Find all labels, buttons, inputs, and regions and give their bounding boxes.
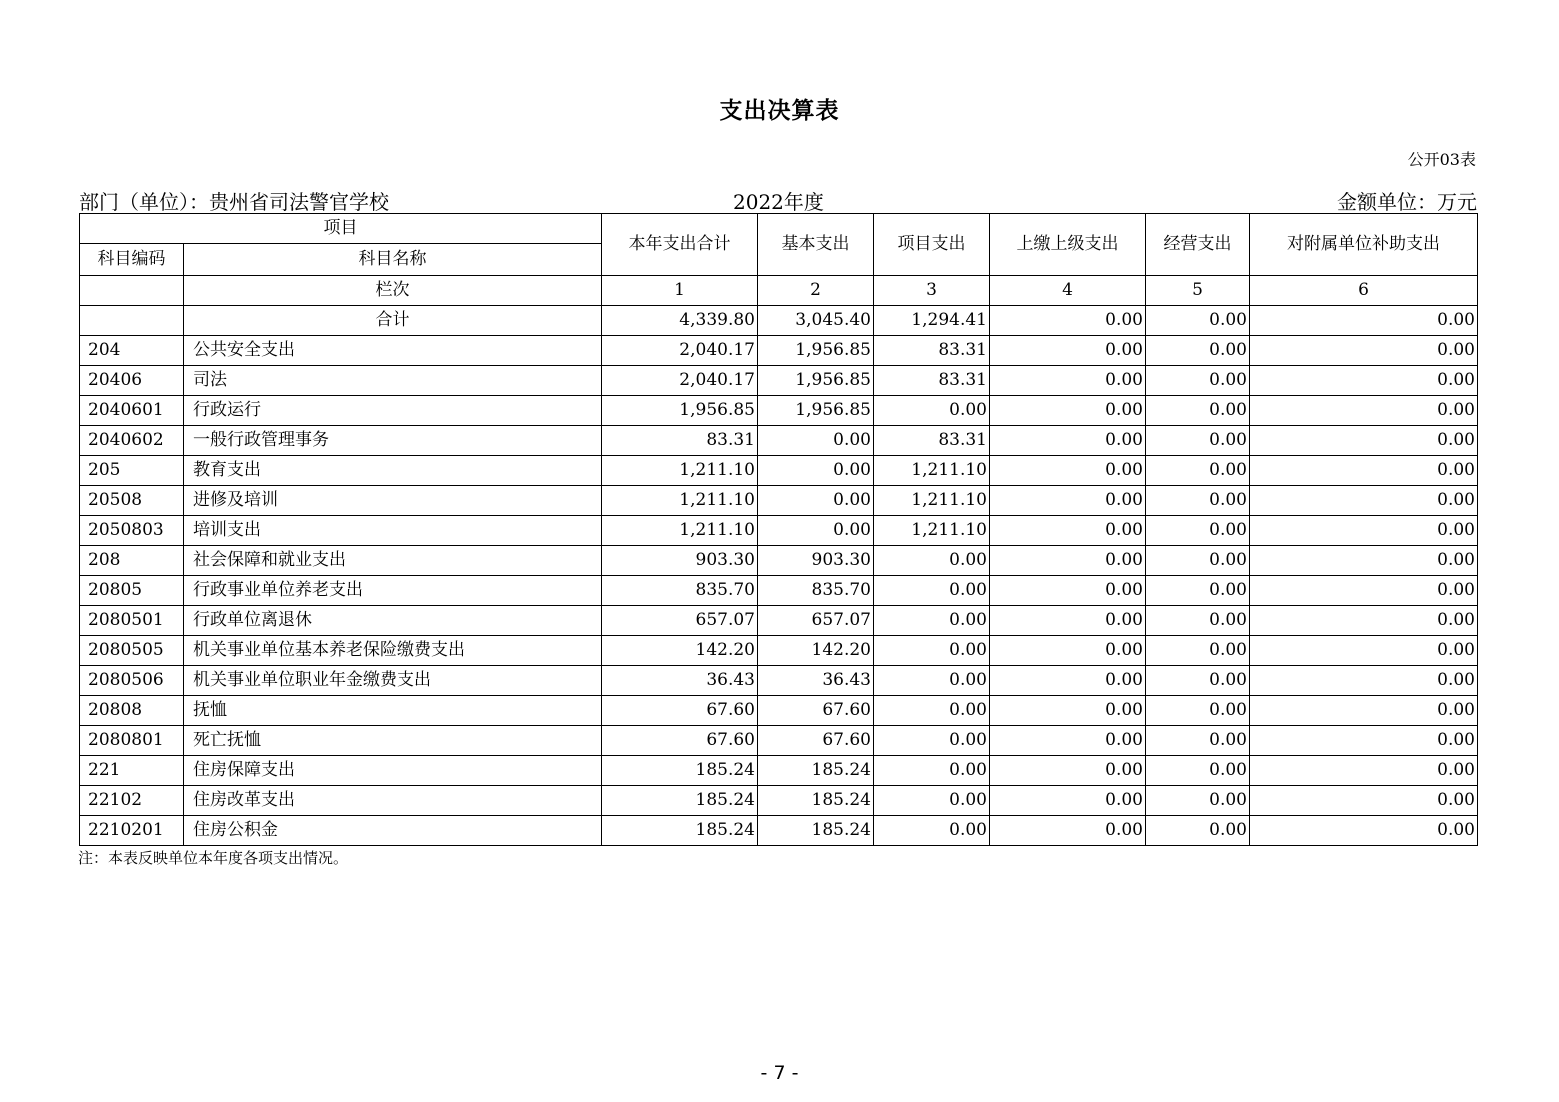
value-col-6: 0.00 — [1250, 546, 1478, 576]
header-item: 项目 — [80, 214, 602, 244]
subject-code: 20805 — [80, 576, 184, 606]
value-col-5: 0.00 — [1146, 456, 1250, 486]
subject-name: 进修及培训 — [184, 486, 602, 516]
subject-code: 221 — [80, 756, 184, 786]
value-col-2: 185.24 — [758, 786, 874, 816]
value-col-1: 1,211.10 — [602, 516, 758, 546]
table-row — [80, 546, 1478, 576]
subject-name: 培训支出 — [184, 516, 602, 546]
amount-unit: 金额单位：万元 — [1337, 190, 1477, 214]
value-col-4: 0.00 — [990, 786, 1146, 816]
header-row-1 — [80, 214, 1478, 244]
value-col-1: 36.43 — [602, 666, 758, 696]
value-col-1: 185.24 — [602, 816, 758, 846]
value-col-1: 185.24 — [602, 756, 758, 786]
value-col-6: 0.00 — [1250, 696, 1478, 726]
expenditure-table — [79, 213, 1478, 846]
value-col-5: 0.00 — [1146, 486, 1250, 516]
seq-5: 5 — [1146, 276, 1250, 306]
value-col-6: 0.00 — [1250, 636, 1478, 666]
value-col-5: 0.00 — [1146, 696, 1250, 726]
value-col-2: 67.60 — [758, 726, 874, 756]
subject-code: 20808 — [80, 696, 184, 726]
value-col-6: 0.00 — [1250, 486, 1478, 516]
subject-name: 住房公积金 — [184, 816, 602, 846]
seq-label: 栏次 — [184, 276, 602, 306]
value-col-6: 0.00 — [1250, 516, 1478, 546]
subject-code: 2040601 — [80, 396, 184, 426]
total-value-1: 4,339.80 — [602, 306, 758, 336]
value-col-4: 0.00 — [990, 576, 1146, 606]
value-col-5: 0.00 — [1146, 546, 1250, 576]
fiscal-year: 2022年度 — [733, 190, 824, 214]
table-row — [80, 396, 1478, 426]
subject-name: 行政单位离退休 — [184, 606, 602, 636]
value-col-4: 0.00 — [990, 396, 1146, 426]
value-col-1: 67.60 — [602, 696, 758, 726]
value-col-2: 0.00 — [758, 516, 874, 546]
total-value-4: 0.00 — [990, 306, 1146, 336]
value-col-1: 2,040.17 — [602, 366, 758, 396]
seq-3: 3 — [874, 276, 990, 306]
value-col-2: 142.20 — [758, 636, 874, 666]
value-col-6: 0.00 — [1250, 576, 1478, 606]
value-col-3: 1,211.10 — [874, 516, 990, 546]
value-col-5: 0.00 — [1146, 426, 1250, 456]
value-col-3: 1,211.10 — [874, 486, 990, 516]
value-col-3: 0.00 — [874, 576, 990, 606]
value-col-2: 0.00 — [758, 426, 874, 456]
value-col-3: 0.00 — [874, 786, 990, 816]
value-col-5: 0.00 — [1146, 366, 1250, 396]
value-col-5: 0.00 — [1146, 336, 1250, 366]
subject-name: 司法 — [184, 366, 602, 396]
subject-code: 20508 — [80, 486, 184, 516]
total-value-6: 0.00 — [1250, 306, 1478, 336]
value-col-5: 0.00 — [1146, 576, 1250, 606]
value-col-4: 0.00 — [990, 336, 1146, 366]
value-col-3: 0.00 — [874, 546, 990, 576]
subject-code: 2080505 — [80, 636, 184, 666]
value-col-2: 1,956.85 — [758, 366, 874, 396]
value-col-6: 0.00 — [1250, 786, 1478, 816]
seq-row — [80, 276, 1478, 306]
header-col1: 本年支出合计 — [602, 214, 758, 276]
value-col-4: 0.00 — [990, 516, 1146, 546]
subject-name: 死亡抚恤 — [184, 726, 602, 756]
value-col-1: 67.60 — [602, 726, 758, 756]
header-code: 科目编码 — [80, 244, 184, 276]
value-col-2: 1,956.85 — [758, 336, 874, 366]
subject-code: 2210201 — [80, 816, 184, 846]
value-col-3: 0.00 — [874, 636, 990, 666]
subject-name: 教育支出 — [184, 456, 602, 486]
value-col-6: 0.00 — [1250, 606, 1478, 636]
value-col-4: 0.00 — [990, 816, 1146, 846]
value-col-4: 0.00 — [990, 666, 1146, 696]
subject-code: 2080506 — [80, 666, 184, 696]
total-blank — [80, 306, 184, 336]
table-row — [80, 816, 1478, 846]
value-col-1: 142.20 — [602, 636, 758, 666]
subject-code: 204 — [80, 336, 184, 366]
table-row — [80, 636, 1478, 666]
value-col-1: 903.30 — [602, 546, 758, 576]
table-row — [80, 366, 1478, 396]
seq-blank — [80, 276, 184, 306]
value-col-1: 185.24 — [602, 786, 758, 816]
header-col4: 上缴上级支出 — [990, 214, 1146, 276]
info-row — [79, 186, 1477, 214]
value-col-4: 0.00 — [990, 696, 1146, 726]
subject-code: 20406 — [80, 366, 184, 396]
value-col-3: 0.00 — [874, 696, 990, 726]
subject-name: 一般行政管理事务 — [184, 426, 602, 456]
value-col-3: 83.31 — [874, 336, 990, 366]
table-row — [80, 696, 1478, 726]
table-row — [80, 456, 1478, 486]
table-row — [80, 426, 1478, 456]
subject-name: 住房改革支出 — [184, 786, 602, 816]
subject-name: 社会保障和就业支出 — [184, 546, 602, 576]
value-col-6: 0.00 — [1250, 336, 1478, 366]
value-col-2: 0.00 — [758, 456, 874, 486]
value-col-6: 0.00 — [1250, 726, 1478, 756]
value-col-2: 1,956.85 — [758, 396, 874, 426]
value-col-6: 0.00 — [1250, 666, 1478, 696]
value-col-4: 0.00 — [990, 366, 1146, 396]
value-col-1: 657.07 — [602, 606, 758, 636]
subject-name: 机关事业单位基本养老保险缴费支出 — [184, 636, 602, 666]
subject-name: 机关事业单位职业年金缴费支出 — [184, 666, 602, 696]
value-col-5: 0.00 — [1146, 786, 1250, 816]
seq-2: 2 — [758, 276, 874, 306]
subject-name: 行政事业单位养老支出 — [184, 576, 602, 606]
subject-name: 住房保障支出 — [184, 756, 602, 786]
subject-name: 行政运行 — [184, 396, 602, 426]
value-col-5: 0.00 — [1146, 606, 1250, 636]
value-col-6: 0.00 — [1250, 756, 1478, 786]
table-row — [80, 756, 1478, 786]
value-col-1: 83.31 — [602, 426, 758, 456]
table-row — [80, 666, 1478, 696]
value-col-3: 83.31 — [874, 426, 990, 456]
value-col-6: 0.00 — [1250, 426, 1478, 456]
value-col-4: 0.00 — [990, 456, 1146, 486]
value-col-2: 903.30 — [758, 546, 874, 576]
value-col-2: 185.24 — [758, 816, 874, 846]
subject-code: 22102 — [80, 786, 184, 816]
total-value-3: 1,294.41 — [874, 306, 990, 336]
header-col2: 基本支出 — [758, 214, 874, 276]
table-row — [80, 786, 1478, 816]
page-title: 支出决算表 — [719, 98, 840, 124]
value-col-1: 835.70 — [602, 576, 758, 606]
subject-name: 公共安全支出 — [184, 336, 602, 366]
subject-code: 2080501 — [80, 606, 184, 636]
value-col-2: 36.43 — [758, 666, 874, 696]
value-col-1: 1,211.10 — [602, 486, 758, 516]
subject-name: 抚恤 — [184, 696, 602, 726]
value-col-6: 0.00 — [1250, 366, 1478, 396]
value-col-4: 0.00 — [990, 606, 1146, 636]
value-col-5: 0.00 — [1146, 666, 1250, 696]
total-label: 合计 — [184, 306, 602, 336]
value-col-6: 0.00 — [1250, 396, 1478, 426]
value-col-5: 0.00 — [1146, 636, 1250, 666]
value-col-5: 0.00 — [1146, 816, 1250, 846]
value-col-1: 2,040.17 — [602, 336, 758, 366]
value-col-1: 1,956.85 — [602, 396, 758, 426]
total-row — [80, 306, 1478, 336]
header-col5: 经营支出 — [1146, 214, 1250, 276]
value-col-5: 0.00 — [1146, 396, 1250, 426]
table-row — [80, 336, 1478, 366]
table-note: 注：本表反映单位本年度各项支出情况。 — [78, 849, 349, 867]
value-col-3: 0.00 — [874, 606, 990, 636]
value-col-6: 0.00 — [1250, 456, 1478, 486]
table-row — [80, 516, 1478, 546]
value-col-3: 0.00 — [874, 396, 990, 426]
form-number: 公开03表 — [1407, 150, 1476, 169]
table-row — [80, 486, 1478, 516]
value-col-2: 67.60 — [758, 696, 874, 726]
table-row — [80, 606, 1478, 636]
value-col-1: 1,211.10 — [602, 456, 758, 486]
value-col-3: 0.00 — [874, 816, 990, 846]
subject-code: 205 — [80, 456, 184, 486]
seq-1: 1 — [602, 276, 758, 306]
subject-code: 208 — [80, 546, 184, 576]
table-row — [80, 576, 1478, 606]
header-col3: 项目支出 — [874, 214, 990, 276]
total-value-2: 3,045.40 — [758, 306, 874, 336]
page-number: - 7 - — [760, 1062, 799, 1084]
value-col-2: 0.00 — [758, 486, 874, 516]
value-col-4: 0.00 — [990, 726, 1146, 756]
value-col-2: 657.07 — [758, 606, 874, 636]
subject-code: 2050803 — [80, 516, 184, 546]
subject-code: 2040602 — [80, 426, 184, 456]
value-col-4: 0.00 — [990, 636, 1146, 666]
department-label: 部门（单位）：贵州省司法警官学校 — [79, 190, 389, 214]
value-col-6: 0.00 — [1250, 816, 1478, 846]
value-col-4: 0.00 — [990, 426, 1146, 456]
value-col-5: 0.00 — [1146, 726, 1250, 756]
value-col-4: 0.00 — [990, 756, 1146, 786]
value-col-2: 185.24 — [758, 756, 874, 786]
value-col-5: 0.00 — [1146, 516, 1250, 546]
subject-code: 2080801 — [80, 726, 184, 756]
total-value-5: 0.00 — [1146, 306, 1250, 336]
value-col-3: 0.00 — [874, 726, 990, 756]
value-col-4: 0.00 — [990, 486, 1146, 516]
value-col-5: 0.00 — [1146, 756, 1250, 786]
header-col6: 对附属单位补助支出 — [1250, 214, 1478, 276]
header-name: 科目名称 — [184, 244, 602, 276]
seq-4: 4 — [990, 276, 1146, 306]
value-col-3: 1,211.10 — [874, 456, 990, 486]
value-col-4: 0.00 — [990, 546, 1146, 576]
value-col-3: 0.00 — [874, 666, 990, 696]
value-col-3: 83.31 — [874, 366, 990, 396]
table-row — [80, 726, 1478, 756]
seq-6: 6 — [1250, 276, 1478, 306]
value-col-2: 835.70 — [758, 576, 874, 606]
value-col-3: 0.00 — [874, 756, 990, 786]
